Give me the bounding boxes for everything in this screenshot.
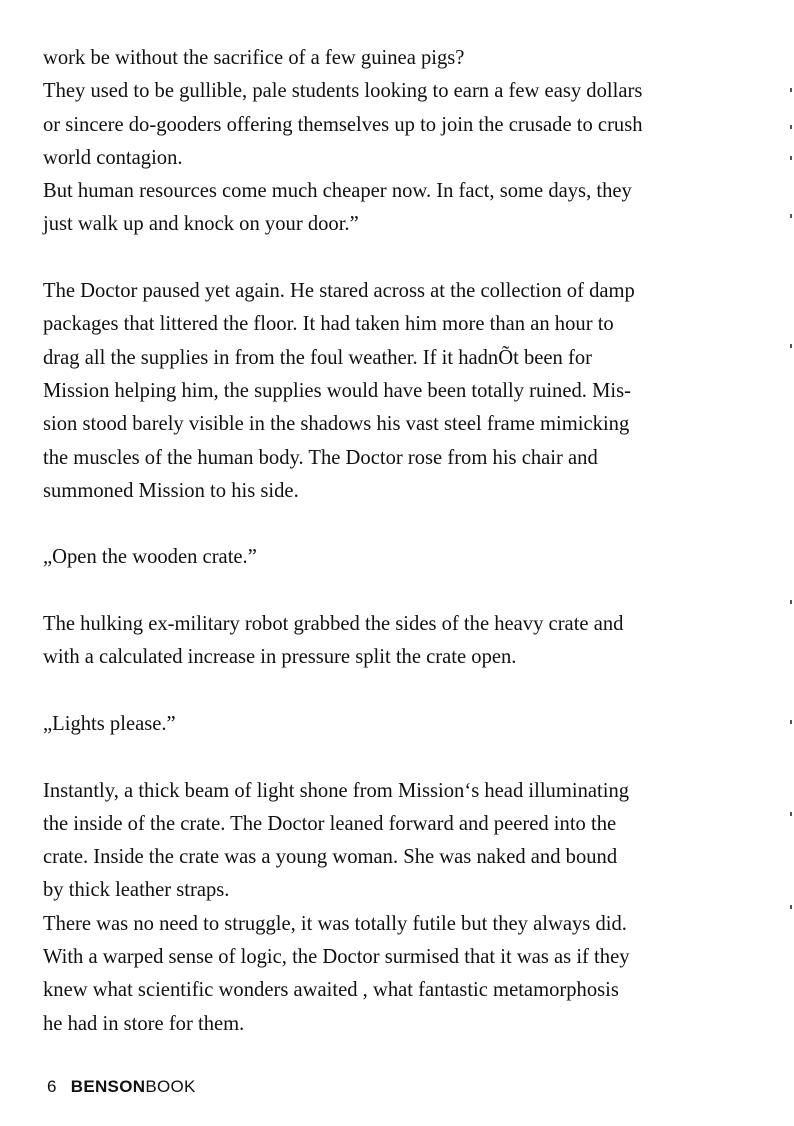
text-line: just walk up and knock on your door.” xyxy=(43,213,359,236)
text-line: Mission helping him, the supplies would have been totally ruined. Mis- xyxy=(43,379,631,402)
scan-artifact xyxy=(790,88,792,92)
body-text xyxy=(43,42,743,1041)
scan-artifact xyxy=(790,214,792,218)
scan-artifact xyxy=(790,156,792,160)
text-line: work be without the sacrifice of a few guinea pigs? xyxy=(43,47,465,69)
scan-artifact xyxy=(790,905,792,909)
paragraph-5 xyxy=(43,708,743,741)
text-line: The hulking ex-military robot grabbed the sides of the heavy crate and xyxy=(43,613,624,636)
text-line: There was no need to struggle, it was totally futile but they always did. xyxy=(43,912,627,935)
text-line: by thick leather straps. xyxy=(43,879,230,902)
text-line: But human resources come much cheaper now. In fact, some days, they xyxy=(43,180,632,203)
scan-artifact xyxy=(790,344,792,348)
paragraph-4 xyxy=(43,608,743,675)
paragraph-2 xyxy=(43,275,743,508)
text-line: summoned Mission to his side. xyxy=(43,479,299,502)
text-line: knew what scientific wonders awaited , what fantastic metamorphosis xyxy=(43,979,619,1002)
text-line: They used to be gullible, pale students looking to earn a few easy dollars xyxy=(43,80,643,103)
text-line: the inside of the crate. The Doctor leaned forward and peered into the xyxy=(43,812,617,835)
paragraph-gap xyxy=(43,508,743,541)
text-line: „Open the wooden crate.” xyxy=(43,546,257,569)
text-line: Instantly, a thick beam of light shone from Mission‘s head illuminating xyxy=(43,779,630,802)
scan-artifact xyxy=(790,812,792,816)
text-line: world contagion. xyxy=(43,146,183,169)
text-line: With a warped sense of logic, the Doctor surmised that it was as if they xyxy=(43,946,630,969)
paragraph-gap xyxy=(43,242,743,275)
page-number: 6 xyxy=(47,1077,57,1096)
paragraph-1 xyxy=(43,42,743,242)
paragraph-3 xyxy=(43,541,743,574)
text-line: or sincere do-gooders offering themselves up to join the crusade to crush xyxy=(43,113,643,136)
text-line: The Doctor paused yet again. He stared across at the collection of damp xyxy=(43,280,635,303)
text-line: drag all the supplies in from the foul weather. If it hadnÕt been for xyxy=(43,346,593,369)
scan-artifact xyxy=(790,125,792,129)
scan-artifact xyxy=(790,600,792,604)
paragraph-6 xyxy=(43,775,743,1041)
text-line: sion stood barely visible in the shadows his vast steel frame mimicking xyxy=(43,413,630,436)
text-line: he had in store for them. xyxy=(43,1012,245,1035)
paragraph-gap xyxy=(43,675,743,708)
text-line: with a calculated increase in pressure split the crate open. xyxy=(43,646,517,669)
paragraph-gap xyxy=(43,741,743,774)
brand-regular: BOOK xyxy=(145,1077,196,1096)
scan-artifact xyxy=(790,720,792,724)
text-line: „Lights please.” xyxy=(43,712,176,735)
text-line: the muscles of the human body. The Doctor rose from his chair and xyxy=(43,446,598,469)
paragraph-gap xyxy=(43,575,743,608)
brand-bold: BENSON xyxy=(70,1077,146,1096)
page-footer xyxy=(47,1077,196,1097)
text-line: packages that littered the floor. It had taken him more than an hour to xyxy=(43,313,614,336)
text-line: crate. Inside the crate was a young woman. She was naked and bound xyxy=(43,846,618,869)
